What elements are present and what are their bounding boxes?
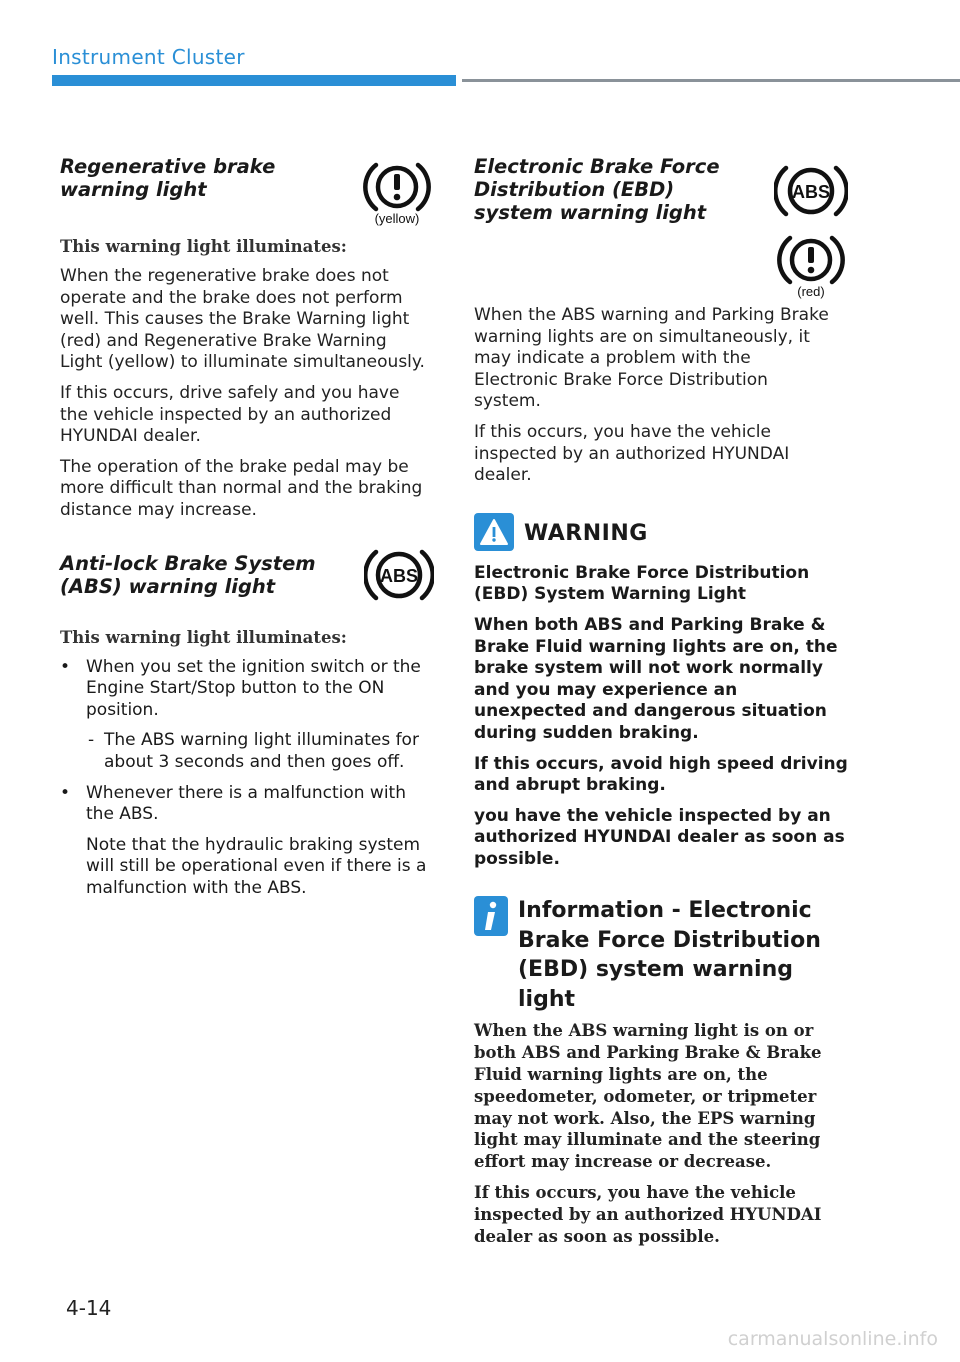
abs-warning-icon xyxy=(774,158,848,228)
ebd-paragraph-2: If this occurs, you have the vehicle inspected by an authorized HYUNDAI dealer. xyxy=(474,421,790,486)
red-label: (red) xyxy=(797,284,825,299)
information-header xyxy=(474,896,854,1014)
section-header-title: Instrument Cluster xyxy=(52,45,245,69)
warning-paragraph-3: If this occurs, avoid high speed driving and abrupt braking. xyxy=(474,753,848,796)
header-accent-bar xyxy=(52,75,456,86)
header-divider-line xyxy=(462,79,960,82)
information-title: Information - Electronic Brake Force Distribution (EBD) system warning light xyxy=(518,898,821,1012)
regen-paragraph-3: The operation of the brake pedal may be more difficult than normal and the braking distance may increase. xyxy=(60,456,423,520)
right-column xyxy=(474,155,854,1256)
information-block xyxy=(474,896,854,1247)
ebd-section-header xyxy=(474,155,854,305)
ebd-title: Electronic Brake Force Distribution (EBD) system warning light xyxy=(474,155,720,224)
ebd-paragraph-1: When the ABS warning and Parking Brake warning lights are on simultaneously, it may indicate a problem with the Electronic Brake Force Distribution system. xyxy=(474,305,829,412)
warning-header xyxy=(474,513,854,555)
regen-lead: This warning light illuminates: xyxy=(60,237,347,256)
abs-bullet-2-note: Note that the hydraulic braking system will still be operational even if there is a malfunction with the ABS. xyxy=(86,834,427,898)
watermark: carmanualsonline.info xyxy=(727,1328,938,1350)
left-column xyxy=(60,155,430,908)
warning-label: WARNING xyxy=(524,521,648,547)
list-item xyxy=(60,657,430,774)
brake-warning-icon xyxy=(362,157,432,231)
information-paragraph-2: If this occurs, you have the vehicle inspected by an authorized HYUNDAI dealer as soon as possible. xyxy=(474,1183,822,1246)
info-icon xyxy=(474,896,508,940)
warning-paragraph-1: Electronic Brake Force Distribution (EBD) System Warning Light xyxy=(474,562,810,605)
warning-block xyxy=(474,513,854,871)
abs-bullet-1-sub: - The ABS warning light illuminates for about 3 seconds and then goes off. xyxy=(86,730,430,773)
abs-icon-text: ABS xyxy=(379,565,419,586)
abs-title: Anti-lock Brake System (ABS) warning light xyxy=(60,551,316,598)
list-item xyxy=(60,783,430,900)
warning-paragraph-4: you have the vehicle inspected by an authorized HYUNDAI dealer as soon as possible. xyxy=(474,805,845,869)
abs-bullet-list xyxy=(60,657,430,900)
abs-bullet-1-text: When you set the ignition switch or the Engine Start/Stop button to the ON position. xyxy=(86,656,421,720)
abs-lead: This warning light illuminates: xyxy=(60,627,347,647)
abs-warning-icon xyxy=(364,540,434,614)
warning-paragraph-2: When both ABS and Parking Brake & Brake Fluid warning lights are on, the brake system will not work normally and you may experience an unexpected and dangerous situation during sudden braking. xyxy=(474,614,838,743)
ebd-abs-icon-text: ABS xyxy=(791,182,831,202)
abs-section-header xyxy=(60,552,430,622)
regen-paragraph-1: When the regenerative brake does not operate and the brake does not perform well. This causes the Brake Warning light (red) and Regenerative Brake Warning Light (yellow) to illuminate simultaneously. xyxy=(60,266,425,373)
regen-section-header xyxy=(60,155,430,227)
regen-title: Regenerative brake warning light xyxy=(60,155,276,201)
regen-paragraph-2: If this occurs, drive safely and you have the vehicle inspected by an authorized HYUNDAI dealer. xyxy=(60,382,400,447)
page-number: 4-14 xyxy=(66,1296,112,1320)
yellow-label: (yellow) xyxy=(374,211,420,226)
information-paragraph-1: When the ABS warning light is on or both ABS and Parking Brake & Brake Fluid warning lights are on, the speedometer, odometer, or tripmeter may not work. Also, the EPS warning light may illuminate and the steering effort may increase or decrease. xyxy=(474,1021,822,1172)
brake-warning-icon xyxy=(776,230,846,304)
warning-triangle-icon xyxy=(474,513,514,555)
abs-bullet-2-text: Whenever there is a malfunction with the ABS. xyxy=(86,782,406,825)
